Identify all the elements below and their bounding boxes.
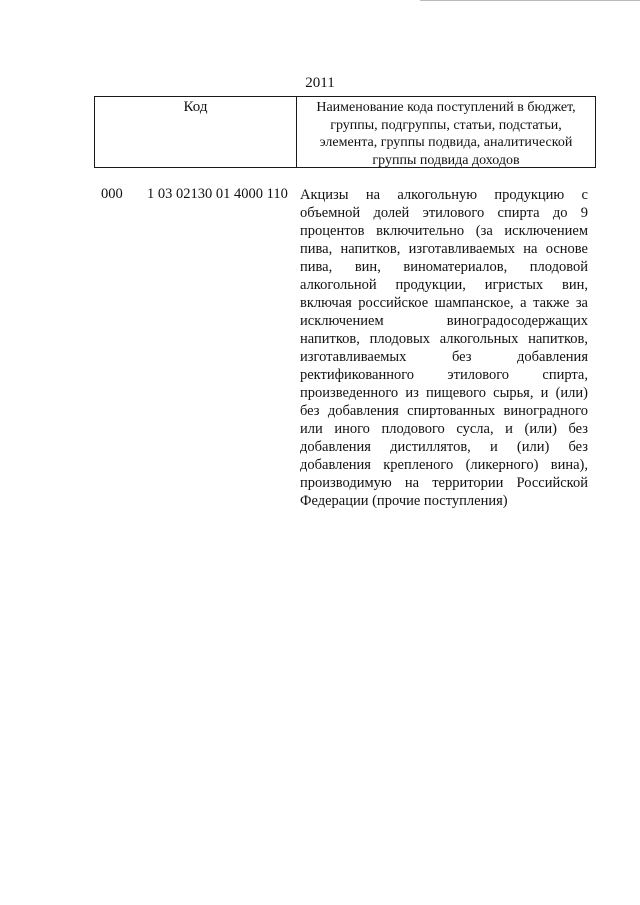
code-column-header: Код	[95, 97, 297, 167]
budget-classification-code: 1 03 02130 01 4000 110	[147, 186, 288, 202]
name-column-header: Наименование кода поступлений в бюджет, группы, подгруппы, статьи, подстатьи, элемента, группы подвида, аналитической группы подвида доходов	[316, 100, 576, 168]
table-header	[94, 96, 596, 168]
scan-edge-line	[420, 0, 640, 1]
income-description: Акцизы на алкогольную продукцию с объемной долей этилового спирта до 9 процентов включительно (за исключением пива, напитков, изготавливаемых на основе пива, вин, виноматериалов, плодовой алкогольной продукции, игристых вин, включая российское шампанское, а также за исключением виноградосодержащих напитков, плодовых алкогольных напитков, изготавливаемых без добавления ректификованного этилового спирта, произведенного из пищевого сырья, и (или) без добавления спиртованных виноградного или иного плодового сусла, и (или) без добавления дистиллятов, и (или) без добавления крепленого (ликерного) вина), производимую на территории Российской Федерации (прочие поступления)	[300, 187, 588, 509]
page-number: 2011	[305, 75, 335, 91]
admin-code: 000	[101, 186, 123, 202]
